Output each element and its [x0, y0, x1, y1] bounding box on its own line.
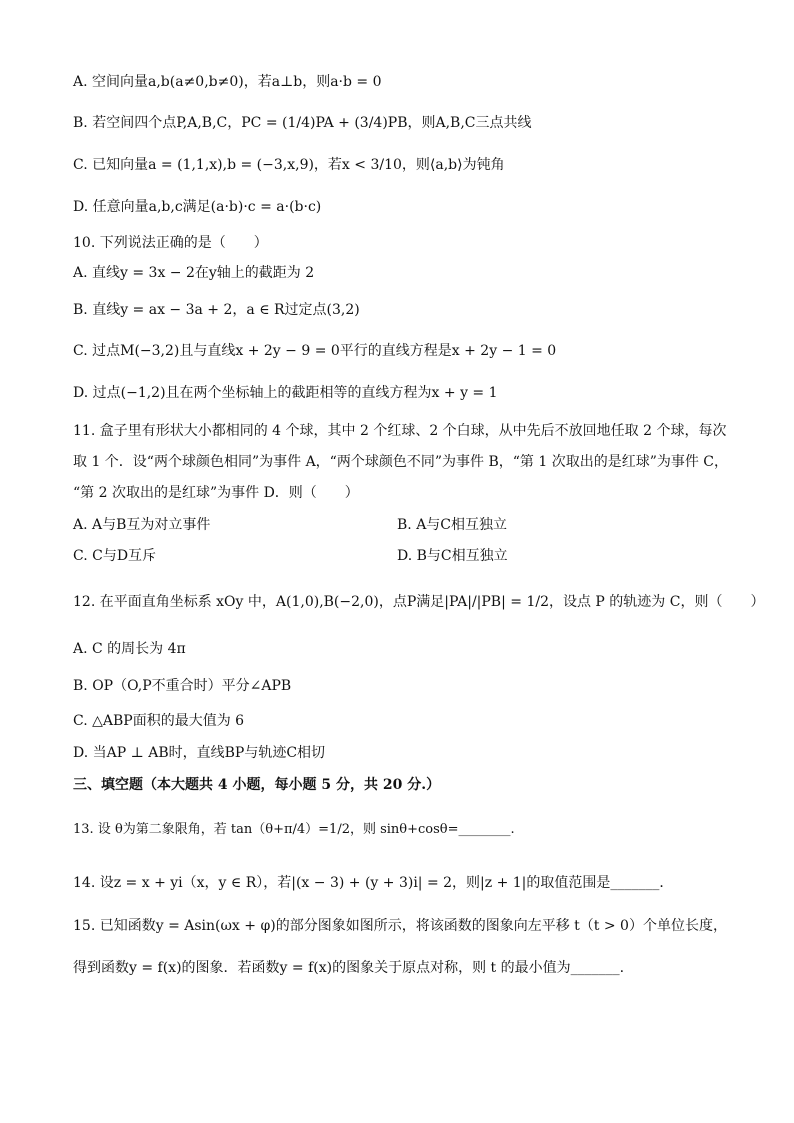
q12-option-c: C. △ABP面积的最大值为 6	[73, 713, 245, 729]
q12-option-b: B. OP（O,P不重合时）平分∠APB	[73, 678, 292, 694]
q11-stem-line1: 11. 盒子里有形状大小都相同的 4 个球，其中 2 个红球、2 个白球，从中先后不放回地任取 2 个球，每次	[73, 423, 727, 439]
q14-text: 14. 设z = x + yi（x，y ∈ R），若|(x − 3) + (y + 3)i| = 2，则|z + 1|的取值范围是_______．	[73, 875, 674, 891]
q10-option-d: D. 过点(−1,2)且在两个坐标轴上的截距相等的直线方程为x + y = 1	[73, 385, 498, 401]
q12-option-d: D. 当AP ⊥ AB时，直线BP与轨迹C相切	[73, 745, 326, 761]
q10-stem: 10. 下列说法正确的是（ ）	[73, 235, 268, 251]
q12-stem: 12. 在平面直角坐标系 xOy 中，A(1,0),B(−2,0)，点P满足|PA|/|PB| = 1/2，设点 P 的轨迹为 C，则（ ）	[73, 594, 765, 610]
q11-option-d: D. B与C相互独立	[397, 548, 508, 564]
q12-option-a: A. C 的周长为 4π	[73, 641, 186, 657]
q15-line1: 15. 已知函数y = Asin(ωx + φ)的部分图象如图所示，将该函数的图象向左平移 t（t > 0）个单位长度，	[73, 918, 727, 934]
section-heading: 三、填空题（本大题共 4 小题，每小题 5 分，共 20 分.）	[73, 777, 441, 793]
q15-line2: 得到函数y = f(x)的图象．若函数y = f(x)的图象关于原点对称，则 t 的最小值为_______.	[73, 960, 625, 976]
q10-option-b: B. 直线y = ax − 3a + 2，a ∈ R过定点(3,2)	[73, 302, 360, 318]
q9-option-d: D. 任意向量a,b,c满足(a·b)·c = a·(b·c)	[73, 199, 322, 215]
q11-option-a: A. A与B互为对立事件	[73, 517, 211, 533]
q9-option-c: C. 已知向量a = (1,1,x),b = (−3,x,9)，若x < 3/10，则⟨a,b⟩为钝角	[73, 157, 505, 173]
q11-option-c: C. C与D互斥	[73, 548, 157, 564]
q9-option-b: B. 若空间四个点P,A,B,C，PC = (1/4)PA + (3/4)PB，则A,B,C三点共线	[73, 115, 532, 131]
q11-stem-line3: “第 2 次取出的是红球”为事件 D．则（ ）	[73, 485, 359, 501]
q10-option-c: C. 过点M(−3,2)且与直线x + 2y − 9 = 0平行的直线方程是x + 2y − 1 = 0	[73, 343, 557, 359]
q11-option-b: B. A与C相互独立	[397, 517, 508, 533]
q11-stem-line2: 取 1 个．设“两个球颜色相同”为事件 A，“两个球颜色不同”为事件 B，“第 1 次取出的是红球”为事件 C，	[73, 454, 729, 470]
q9-option-a: A. 空间向量a,b(a≠0,b≠0)，若a⊥b，则a·b = 0	[73, 74, 382, 90]
q10-option-a: A. 直线y = 3x − 2在y轴上的截距为 2	[73, 265, 315, 281]
q13-text: 13. 设 θ为第二象限角，若 tan（θ+π/4）=1/2，则 sinθ+cosθ=________.	[73, 822, 515, 837]
